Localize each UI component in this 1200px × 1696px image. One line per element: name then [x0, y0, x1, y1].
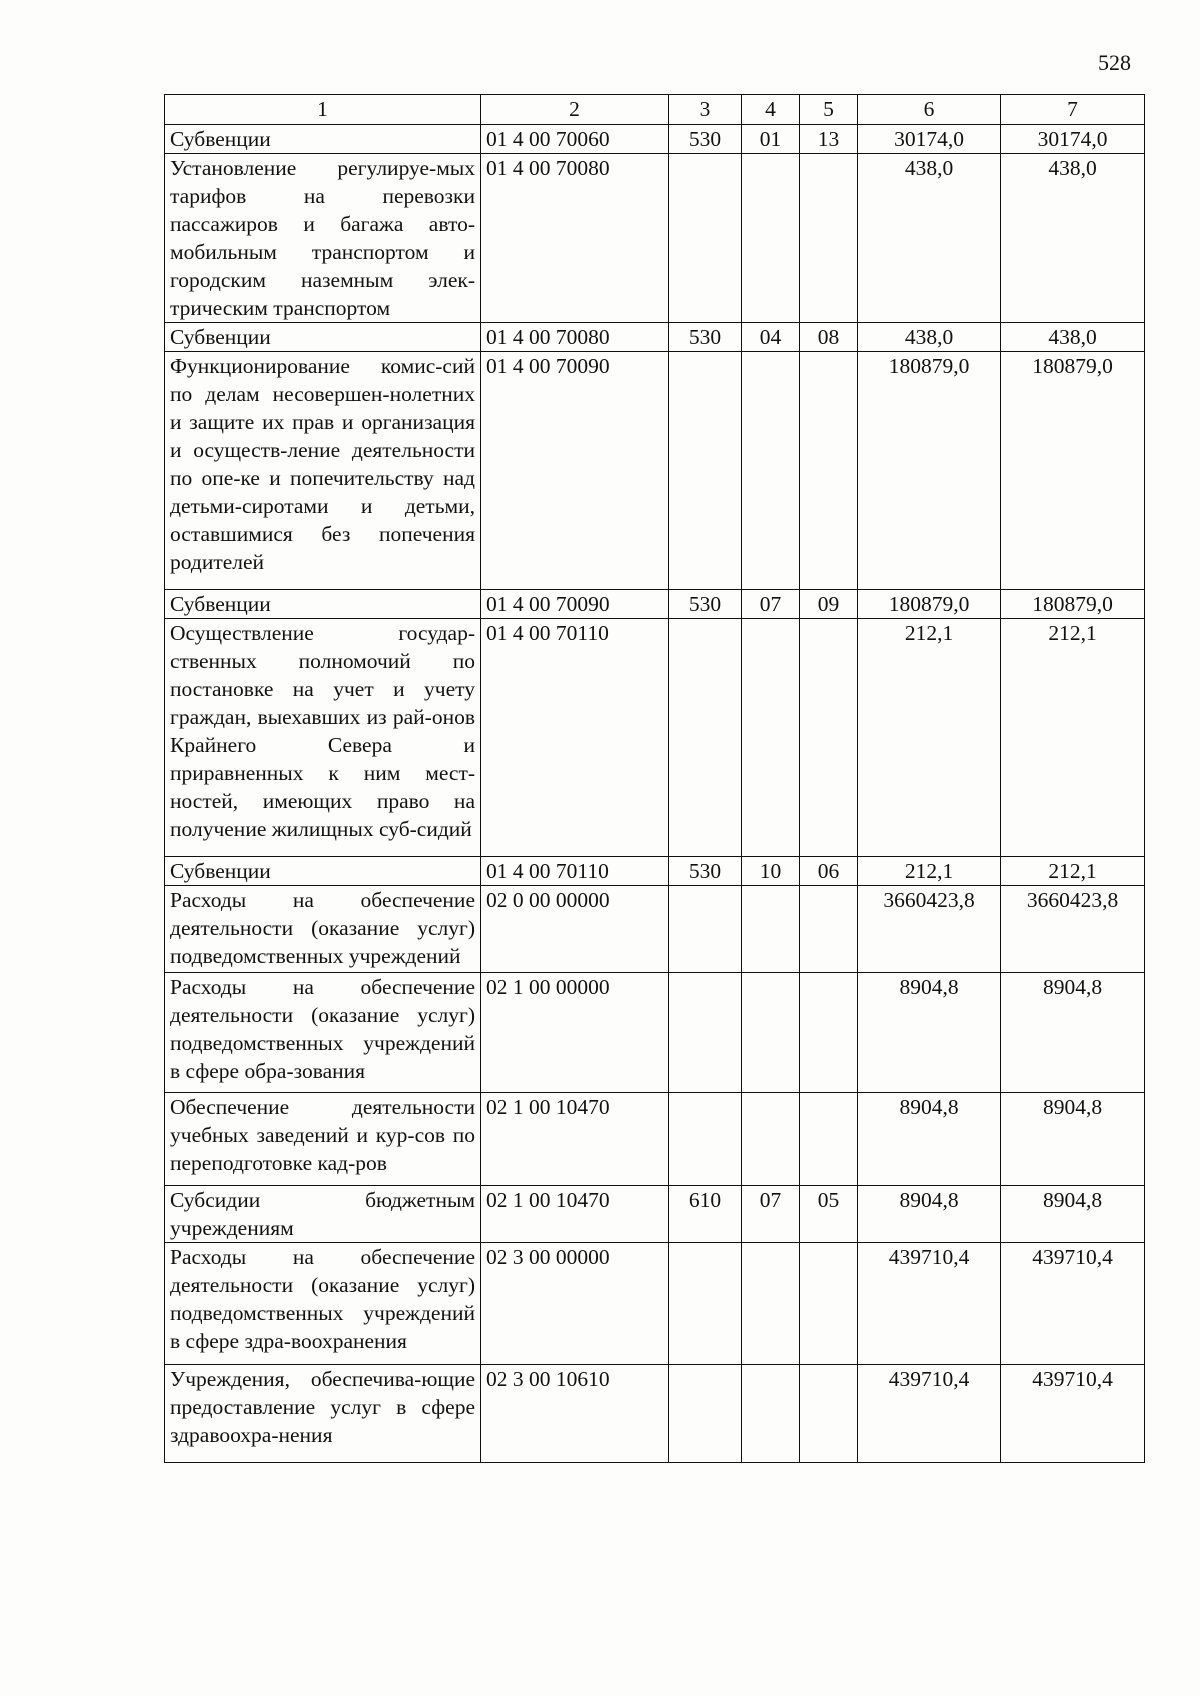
row-col5-cell: 05 [800, 1186, 858, 1243]
row-name-cell: Субвенции [165, 590, 481, 619]
table-row [165, 1093, 1145, 1186]
row-col7-cell: 180879,0 [1001, 352, 1145, 590]
row-col3-cell: 530 [669, 125, 742, 154]
row-col6-cell: 8904,8 [858, 1186, 1001, 1243]
row-name-cell: Расходы на обеспечение деятельности (оказание услуг) подведомственных учреждений в сфере обра-зования [165, 973, 481, 1093]
row-code-cell: 02 0 00 00000 [481, 886, 669, 973]
row-code-cell: 02 1 00 00000 [481, 973, 669, 1093]
table-row [165, 154, 1145, 323]
row-col4-cell [742, 1365, 800, 1463]
row-col5-cell: 06 [800, 857, 858, 886]
row-col4-cell: 01 [742, 125, 800, 154]
row-col5-cell [800, 619, 858, 857]
row-col4-cell [742, 973, 800, 1093]
row-col4-cell: 10 [742, 857, 800, 886]
row-code-cell: 01 4 00 70090 [481, 352, 669, 590]
row-col5-cell [800, 1365, 858, 1463]
row-col5-cell: 13 [800, 125, 858, 154]
column-header: 4 [742, 95, 800, 125]
row-col6-cell: 439710,4 [858, 1243, 1001, 1365]
row-col7-cell: 212,1 [1001, 857, 1145, 886]
row-col3-cell [669, 154, 742, 323]
row-col5-cell: 09 [800, 590, 858, 619]
row-col4-cell [742, 1243, 800, 1365]
table-row [165, 1243, 1145, 1365]
row-col6-cell: 439710,4 [858, 1365, 1001, 1463]
row-col4-cell [742, 1093, 800, 1186]
row-name-cell: Субвенции [165, 857, 481, 886]
row-col4-cell: 07 [742, 1186, 800, 1243]
row-col4-cell [742, 352, 800, 590]
table-row [165, 1365, 1145, 1463]
table-row [165, 857, 1145, 886]
row-col3-cell [669, 352, 742, 590]
row-name-cell: Учреждения, обеспечива-ющие предоставление услуг в сфере здравоохра-нения [165, 1365, 481, 1463]
row-col5-cell [800, 154, 858, 323]
table-row [165, 590, 1145, 619]
table-row [165, 973, 1145, 1093]
row-col7-cell: 8904,8 [1001, 1093, 1145, 1186]
row-col6-cell: 212,1 [858, 619, 1001, 857]
row-col5-cell [800, 1243, 858, 1365]
table-row [165, 1186, 1145, 1243]
row-col3-cell [669, 973, 742, 1093]
page-number: 528 [1098, 50, 1131, 75]
row-col3-cell: 530 [669, 857, 742, 886]
row-name-cell: Расходы на обеспечение деятельности (оказание услуг) подведомственных учреждений [165, 886, 481, 973]
row-code-cell: 02 1 00 10470 [481, 1186, 669, 1243]
row-col3-cell [669, 1243, 742, 1365]
row-col7-cell: 8904,8 [1001, 1186, 1145, 1243]
row-col3-cell: 610 [669, 1186, 742, 1243]
row-col6-cell: 438,0 [858, 323, 1001, 352]
row-col6-cell: 212,1 [858, 857, 1001, 886]
row-code-cell: 01 4 00 70060 [481, 125, 669, 154]
row-name-cell: Функционирование комис-сий по делам несовершен-нолетних и защите их прав и организация и осуществ-ление деятельности по опе-ке и попечительству над детьми-сиротами и детьми, оставшимися без попечения родителей [165, 352, 481, 590]
row-col5-cell: 08 [800, 323, 858, 352]
row-col5-cell [800, 973, 858, 1093]
header-row [165, 95, 1145, 125]
row-name-cell: Субвенции [165, 125, 481, 154]
row-name-cell: Установление регулируе-мых тарифов на перевозки пассажиров и багажа авто-мобильным транспортом и городским наземным элек-трическим транспортом [165, 154, 481, 323]
row-col6-cell: 3660423,8 [858, 886, 1001, 973]
row-col4-cell [742, 619, 800, 857]
row-col4-cell [742, 154, 800, 323]
row-col4-cell: 07 [742, 590, 800, 619]
column-header: 5 [800, 95, 858, 125]
row-col7-cell: 8904,8 [1001, 973, 1145, 1093]
row-name-cell: Осуществление государ-ственных полномочий по постановке на учет и учету граждан, выехавших из рай-онов Крайнего Севера и приравненных к ним мест-ностей, имеющих право на получение жилищных суб-сидий [165, 619, 481, 857]
row-col3-cell: 530 [669, 590, 742, 619]
row-col7-cell: 439710,4 [1001, 1243, 1145, 1365]
row-code-cell: 02 3 00 00000 [481, 1243, 669, 1365]
row-col4-cell: 04 [742, 323, 800, 352]
column-header: 7 [1001, 95, 1145, 125]
row-col3-cell [669, 1365, 742, 1463]
row-col7-cell: 212,1 [1001, 619, 1145, 857]
row-col3-cell [669, 619, 742, 857]
row-col7-cell: 30174,0 [1001, 125, 1145, 154]
row-name-cell: Расходы на обеспечение деятельности (оказание услуг) подведомственных учреждений в сфере здра-воохранения [165, 1243, 481, 1365]
column-header: 2 [481, 95, 669, 125]
row-col3-cell: 530 [669, 323, 742, 352]
row-col6-cell: 8904,8 [858, 1093, 1001, 1186]
row-code-cell: 02 1 00 10470 [481, 1093, 669, 1186]
table-row [165, 352, 1145, 590]
table-row [165, 125, 1145, 154]
column-header: 3 [669, 95, 742, 125]
row-col6-cell: 8904,8 [858, 973, 1001, 1093]
table-row [165, 886, 1145, 973]
row-name-cell: Субвенции [165, 323, 481, 352]
row-col7-cell: 438,0 [1001, 323, 1145, 352]
row-col7-cell: 439710,4 [1001, 1365, 1145, 1463]
row-col4-cell [742, 886, 800, 973]
row-col3-cell [669, 886, 742, 973]
row-col6-cell: 438,0 [858, 154, 1001, 323]
row-name-cell: Обеспечение деятельности учебных заведений и кур-сов по переподготовке кад-ров [165, 1093, 481, 1186]
row-col6-cell: 30174,0 [858, 125, 1001, 154]
row-col5-cell [800, 352, 858, 590]
row-col7-cell: 438,0 [1001, 154, 1145, 323]
row-col7-cell: 180879,0 [1001, 590, 1145, 619]
row-code-cell: 01 4 00 70080 [481, 323, 669, 352]
row-col5-cell [800, 886, 858, 973]
row-col7-cell: 3660423,8 [1001, 886, 1145, 973]
row-col5-cell [800, 1093, 858, 1186]
column-header: 6 [858, 95, 1001, 125]
row-col6-cell: 180879,0 [858, 352, 1001, 590]
row-name-cell: Субсидии бюджетным учреждениям [165, 1186, 481, 1243]
row-code-cell: 01 4 00 70090 [481, 590, 669, 619]
row-code-cell: 02 3 00 10610 [481, 1365, 669, 1463]
table-row [165, 323, 1145, 352]
row-col3-cell [669, 1093, 742, 1186]
row-code-cell: 01 4 00 70110 [481, 619, 669, 857]
row-col6-cell: 180879,0 [858, 590, 1001, 619]
column-header: 1 [165, 95, 481, 125]
table-row [165, 619, 1145, 857]
budget-table [164, 94, 1145, 1463]
row-code-cell: 01 4 00 70110 [481, 857, 669, 886]
row-code-cell: 01 4 00 70080 [481, 154, 669, 323]
